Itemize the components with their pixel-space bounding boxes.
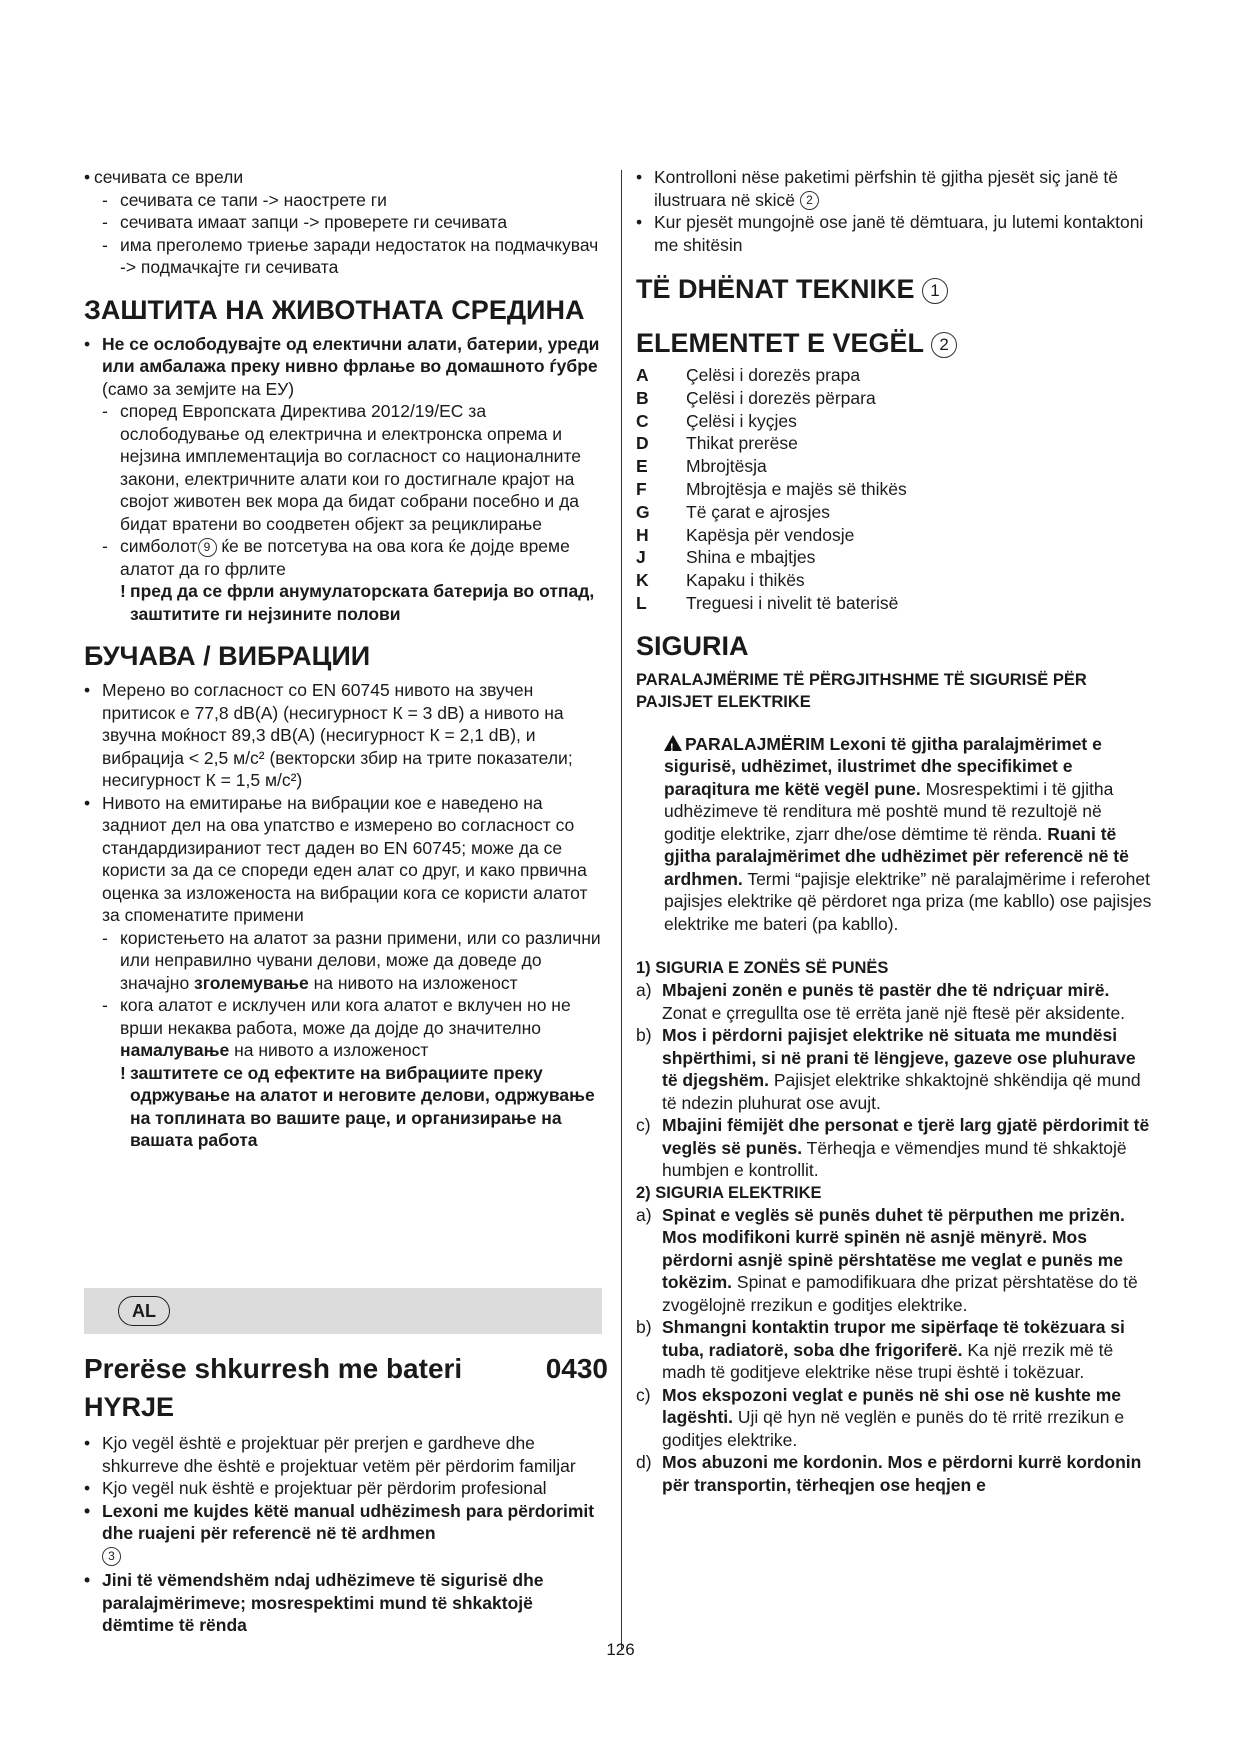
circle-number-icon: 1 [922, 278, 948, 304]
noise-warning: ! заштитете се од ефектите на вибрациите преку одржување на алатот и неговите делови, одржување на топлината во вашите раце, и организирање на вашата работа [120, 1062, 595, 1150]
list-item: - сечивата се тапи -> наострете ги [102, 189, 387, 210]
left-column [84, 166, 608, 1152]
section-1-list [636, 979, 1156, 1182]
hyrje-bullet-3: • Lexoni me kujdes këtë manual udhëzimesh para përdorimit dhe ruajeni për referencë në të ardhmen 3 [84, 1500, 608, 1568]
hyrje-bullet-2: • Kjo vegël nuk është e projektuar për përdorim profesional [84, 1477, 608, 1500]
list-item: - сечивата имаат запци -> проверете ги сечивата [102, 212, 508, 232]
safety-item-key: a) [636, 1204, 652, 1225]
section-2-list [636, 1204, 1156, 1497]
safety-item-text: Uji që hyn në veglën e punës do të rritë rrezikun e goditjes elektrike. [662, 1407, 1125, 1450]
language-badge: AL [118, 1296, 170, 1326]
element-row [636, 478, 1156, 501]
section-1-title: 1) SIGURIA E ZONËS SË PUNËS [636, 959, 889, 978]
product-code: 0430 [545, 1353, 608, 1384]
safety-item-bold: Shmangni kontaktin trupor me sipërfaqe të tokëzuara si tuba, radiatorë, soba dhe frigoriferë. [662, 1317, 1125, 1360]
element-key: H [636, 524, 649, 545]
language-band [84, 1288, 602, 1334]
check-bullet-2: • Kur pjesët mungojnë ose janë të dëmtuara, ju lutemi kontaktoni me shitësin [636, 211, 1156, 256]
element-row [636, 524, 1156, 547]
right-column [636, 166, 1156, 1496]
noise-bullet-2: • Нивото на емитирање на вибрации кое е наведено на задниот дел на ова упатство е измерено во согласност со стандардизираниот тест даден во EN 60745; може да се користи за да се спореди еден алат со друг, и како првична оценка за изложеноста на вибрации кога се користи алатот за споменатите примени [84, 792, 608, 927]
element-label: Mbrojtësja e majës së thikës [686, 478, 907, 499]
safety-item-bold: Mos i përdorni pajisjet elektrike në situata me mundësi shpërthimi, si në prani të lëngjeve, gazeve ose pluhurave të djegshëm. [662, 1025, 1136, 1091]
page-number: 126 [606, 1640, 635, 1659]
element-row [636, 364, 1156, 387]
safety-item-text: Spinat e pamodifikuara dhe prizat përshtatëse do të zvogëlojnë rrezikun e goditjes elektrike. [662, 1272, 1138, 1315]
safety-item [636, 979, 1156, 1024]
element-label: Kapësja për vendosje [686, 524, 855, 545]
safety-item-bold: Mos ekspozoni veglat e punës në shi ose në kushte me lagështi. [662, 1384, 1122, 1428]
tech-data-title: TË DHËNAT TEKNIKE 1 [636, 272, 1156, 306]
element-row [636, 592, 1156, 615]
element-key: J [636, 547, 646, 568]
product-title: Prerëse shkurresh me bateri [84, 1353, 463, 1384]
safety-item-key: a) [636, 980, 652, 1001]
hyrje-title: HYRJE [84, 1392, 175, 1422]
elements-title: ELEMENTET E VEGËL 2 [636, 326, 1156, 360]
safety-item-bold: Mbajini fëmijët dhe personat e tjerë larg gjatë përdorimit të veglës së punës. [662, 1115, 1150, 1158]
hyrje-bullet-4: • Jini të vëmendshëm ndaj udhëzimeve të sigurisë dhe paralajmërimeve; mosrespektimi mund të shkaktojë dëmtime të rënda [84, 1569, 608, 1637]
element-label: Kapaku i thikës [686, 570, 805, 591]
element-label: Çelësi i dorezës prapa [686, 365, 861, 385]
safety-item-text: Ka një rrezik më të madh të goditjeve elektrike nëse trupi është i tokëzuar. [662, 1339, 1114, 1383]
noise-bullet-1: • Мерено во согласност со EN 60745 нивото на звучен притисок е 77,8 dB(A) (несигурност К = 3 dB) а нивото на звучна моќност 89,3 dB(A) (несигурност К = 2,1 dB), и вибрација < 2,5 м/с² (векторски збир на трите показатели; несигурност К = 1,5 м/с²) [84, 679, 608, 792]
safety-item-bold: Mos abuzoni me kordonin. Mos e përdorni kurrë kordonin për transportin, tërheqjen ose heqjen e [662, 1452, 1142, 1495]
safety-item-key: b) [636, 1317, 652, 1338]
safety-item-key: d) [636, 1452, 652, 1473]
element-row [636, 501, 1156, 524]
element-label: Shina e mbajtjes [686, 547, 816, 568]
element-row [636, 410, 1156, 433]
safety-item [636, 1451, 1156, 1496]
safety-item [636, 1024, 1156, 1114]
hyrje-bullet-1: • Kjo vegël është e projektuar për prerjen e gardheve dhe shkurreve dhe është e projektuar vetëm për përdorim familjar [84, 1432, 608, 1477]
safety-item-text: Tërheqja e vëmendjes mund të shkaktojë humbjen e kontrollit. [662, 1137, 1127, 1181]
element-key: G [636, 501, 650, 522]
env-dash-2: - симболот 9 ќе ве потсетува на ова кога ќе дојде време алатот да го фрлите [102, 536, 570, 579]
circle-number-icon: 9 [198, 538, 217, 557]
safety-item-key: c) [636, 1115, 651, 1136]
element-label: Çelësi i dorezës përpara [686, 387, 876, 408]
safety-item [636, 1316, 1156, 1384]
noise-section-title: БУЧАВА / ВИБРАЦИИ [84, 641, 371, 671]
circle-number-icon: 3 [102, 1547, 121, 1566]
element-row [636, 455, 1156, 478]
safety-item-bold: Mbajeni zonën e punës të pastër dhe të ndriçuar mirë. [662, 980, 1110, 1001]
element-key: L [636, 592, 647, 613]
safety-item [636, 1384, 1156, 1452]
circle-number-icon: 2 [931, 332, 957, 358]
check-bullet-1: • Kontrolloni nëse paketimi përfshin të gjitha pjesët siç janë të ilustruara në skicë 2 [636, 166, 1156, 211]
element-label: Treguesi i nivelit të baterisë [686, 592, 899, 613]
element-key: B [636, 387, 649, 408]
env-dash-1: - според Европската Директива 2012/19/EC за ослободување од електрична и електронска опрема и нејзина имплементација во согласност со националните закони, електричните алати кои го достигнале крајот на својот животен век мора да бидат собрани посебно и да бидат вратени во соодветен објект за рециклирање [102, 401, 581, 534]
circle-number-icon: 2 [800, 191, 819, 210]
list-item: - има преголемо триење заради недостаток на подмачкувач -> подмачкајте ги сечивата [102, 234, 599, 277]
element-row [636, 569, 1156, 592]
safety-item-text: Pajisjet elektrike shkaktojnë shkëndija që mund të ndezin pluhurat ose avujt. [662, 1070, 1141, 1113]
safety-subtitle: PARALAJMËRIME TË PËRGJITHSHME TË SIGURISË PËR PAJISJET ELEKTRIKE [636, 670, 1087, 711]
element-row [636, 387, 1156, 410]
element-key: F [636, 478, 647, 499]
elements-list [636, 364, 1156, 615]
element-row [636, 546, 1156, 569]
env-bullet: • Не се ослободувајте од електични алати, батерии, уреди или амбалажа преку нивно фрлање во домашното ѓубре (само за земјите на ЕУ) [84, 333, 608, 401]
safety-item [636, 1114, 1156, 1182]
element-label: Thikat prerëse [686, 433, 798, 454]
column-divider [621, 170, 622, 1650]
intro-first-line: • сечивата се врели [84, 167, 244, 187]
left-column-lower [84, 1352, 608, 1637]
element-label: Mbrojtësja [686, 456, 767, 477]
product-header [84, 1352, 608, 1386]
safety-item-key: b) [636, 1025, 652, 1046]
safety-title: SIGURIA [636, 630, 749, 661]
warning-triangle-icon [664, 735, 682, 751]
noise-dash-2: - кога алатот е исклучен или кога алатот е вклучен но не врши некаква работа, може да дојде до значително намалување на нивото а изложеност [102, 995, 571, 1060]
safety-item [636, 1204, 1156, 1317]
element-label: Të çarat e ajrosjes [686, 501, 830, 522]
env-section-title: ЗАШТИТА НА ЖИВОТНАТА СРЕДИНА [84, 294, 585, 325]
element-key: A [636, 365, 649, 385]
safety-item-key: c) [636, 1384, 651, 1405]
intro-list [84, 189, 608, 279]
noise-dash-1: - користењето на алатот за разни примени, или со различни или неправилно чувани делови, може да доведе до значајно зголемување на нивото на изложеност [102, 927, 601, 993]
element-row [636, 432, 1156, 455]
general-warning: !PARALAJMËRIM Lexoni të gjitha paralajmërimet e sigurisë, udhëzimet, ilustrimet dhe specifikimet e paraqitura me këtë vegël pune. Mosrespektimi i të gjitha udhëzimeve të renditura më poshtë mund të rezultojë në goditje elektrike, zjarr dhe/ose dëmtime të rënda. Ruani të gjitha paralajmërimet dhe udhëzimet për referencë në të ardhmen. Termi “pajisje elektrike” në paralajmërime i referohet pajisjes elektrike që përdoret nga priza (me kabllo) ose pajisjes elektrike me bateri (pa kabllo). [636, 733, 1156, 936]
section-2-title: 2) SIGURIA ELEKTRIKE [636, 1183, 822, 1202]
element-key: K [636, 570, 649, 591]
element-key: D [636, 433, 649, 454]
element-key: E [636, 456, 648, 477]
element-label: Çelësi i kyçjes [686, 410, 797, 431]
element-key: C [636, 410, 649, 431]
safety-item-bold: Spinat e veglës së punës duhet të përputhen me prizën. Mos modifikoni kurrë spinën në asnjë mënyrë. Mos përdorni asnjë spinë përshtatëse me veglat e punës me tokëzim. [662, 1204, 1125, 1293]
safety-item-text: Zonat e çrregullta ose të errëta janë një ftesë për aksidente. [662, 1002, 1126, 1023]
env-warning: ! пред да се фрли анумулаторската батерија во отпад, заштитите ги нејзините полови [120, 581, 595, 624]
